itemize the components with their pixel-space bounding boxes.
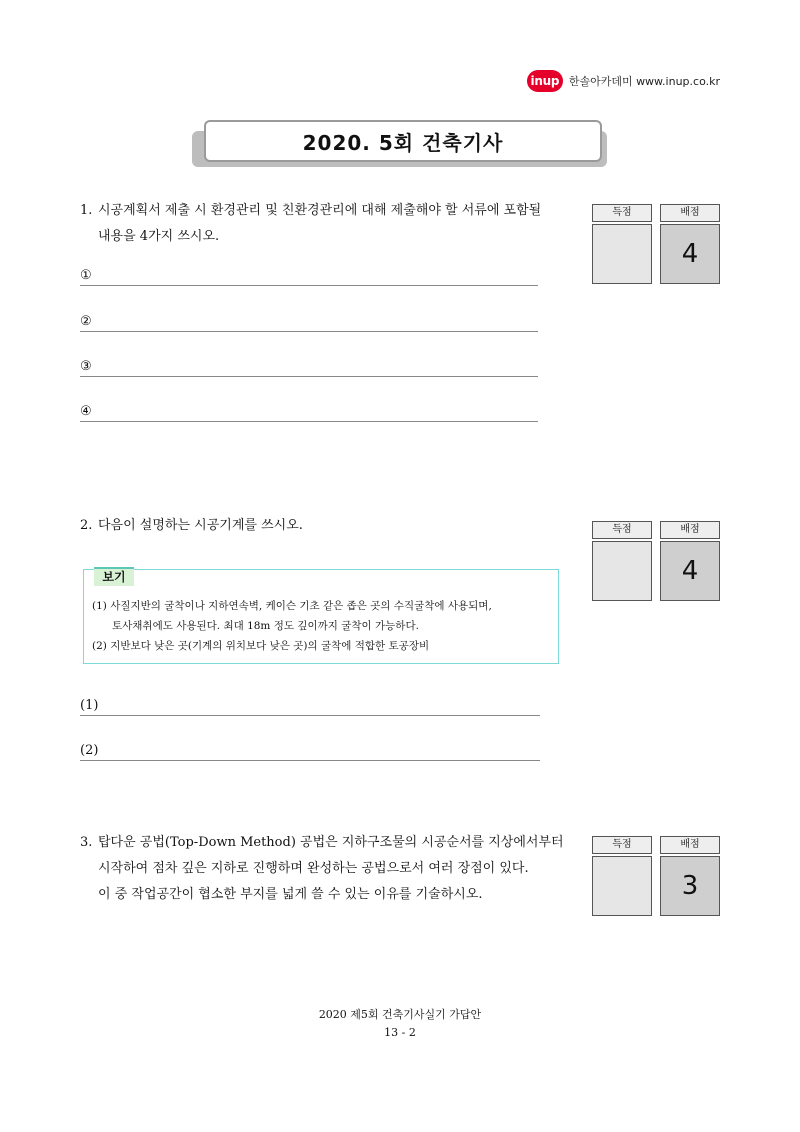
question-text-line: 시공계획서 제출 시 환경관리 및 친환경관리에 대해 제출해야 할 서류에 포함될: [98, 203, 542, 218]
inup-logo: inup: [527, 70, 563, 92]
score-points-label: 배점: [660, 521, 720, 539]
question-text-line: 다음이 설명하는 시공기계를 쓰시오.: [98, 518, 303, 533]
score-box-3: [592, 836, 722, 916]
score-earned-label: 득점: [592, 836, 652, 854]
question-text-line: 시작하여 점차 깊은 지하로 진행하며 완성하는 공법으로서 여러 장점이 있다.: [98, 861, 529, 876]
score-points-label: 배점: [660, 836, 720, 854]
score-earned-label: 득점: [592, 204, 652, 222]
score-earned-field: [592, 224, 652, 284]
score-points-value: 3: [660, 856, 720, 916]
question-2: [80, 513, 580, 539]
question-number: 2.: [80, 518, 93, 533]
score-earned-label: 득점: [592, 521, 652, 539]
bogi-label: 보기: [94, 567, 134, 586]
score-points-value: 4: [660, 224, 720, 284]
question-text-line: 내용을 4가지 쓰시오.: [98, 229, 220, 244]
question-number: 3.: [80, 835, 93, 850]
score-points-label: 배점: [660, 204, 720, 222]
score-box-1: [592, 204, 722, 284]
answer-line[interactable]: ④: [80, 399, 538, 422]
bogi-line: (2) 지반보다 낮은 곳(기계의 위치보다 낮은 곳)의 굴착에 적합한 토공장비: [92, 640, 430, 652]
score-box-2: [592, 521, 722, 601]
bogi-line: (1) 사질지반의 굴착이나 지하연속벽, 케이슨 기초 같은 좁은 곳의 수직굴착에 사용되며,: [92, 600, 492, 612]
answer-line[interactable]: (1): [80, 693, 540, 716]
question-number: 1.: [80, 203, 93, 218]
score-earned-field: [592, 856, 652, 916]
page-title: 2020. 5회 건축기사: [204, 120, 602, 162]
brand-header: [527, 70, 720, 92]
answer-line[interactable]: (2): [80, 738, 540, 761]
page-number: 13 - 2: [384, 1026, 416, 1039]
answer-line[interactable]: ②: [80, 309, 538, 332]
score-points-value: 4: [660, 541, 720, 601]
answer-line[interactable]: ③: [80, 354, 538, 377]
question-3: [80, 830, 590, 908]
score-earned-field: [592, 541, 652, 601]
brand-text: 한솔아카데미 www.inup.co.kr: [568, 75, 720, 88]
question-text-line: 탑다운 공법(Top-Down Method) 공법은 지하구조물의 시공순서를 지상에서부터: [98, 835, 564, 850]
question-1: [80, 198, 580, 250]
footer-title: 2020 제5회 건축기사실기 가답안: [318, 1008, 482, 1021]
question-text-line: 이 중 작업공간이 협소한 부지를 넓게 쓸 수 있는 이유를 기술하시오.: [98, 887, 483, 902]
answer-line[interactable]: ①: [80, 263, 538, 286]
bogi-line: 토사채취에도 사용된다. 최대 18m 정도 깊이까지 굴착이 가능하다.: [112, 620, 419, 632]
